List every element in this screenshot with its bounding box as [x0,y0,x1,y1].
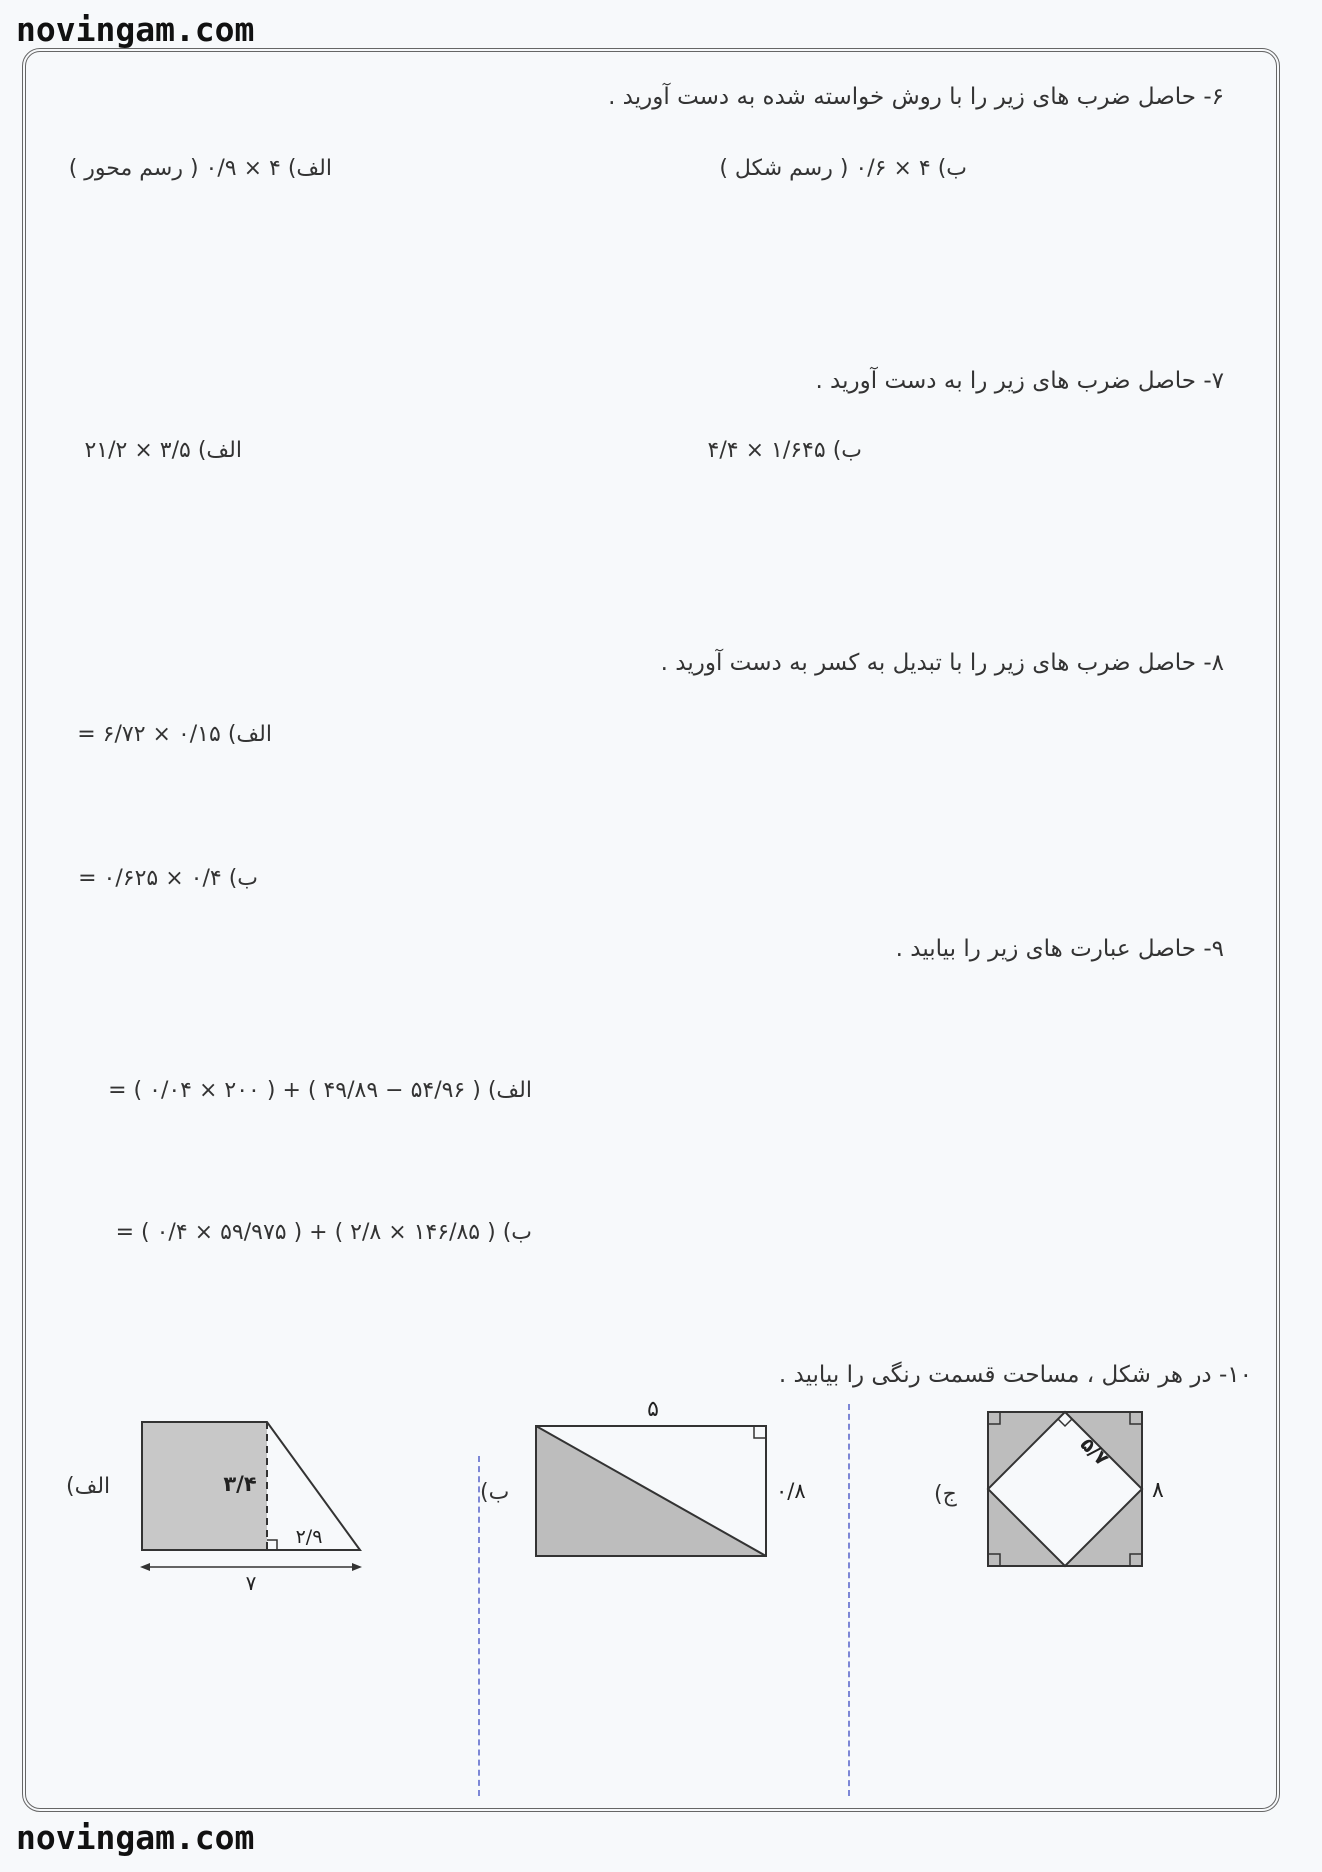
figure-b-height-label: ۰/۸ [776,1479,806,1503]
figure-b-width-label: ۵ [647,1397,659,1422]
figure-a-total-label: ۷ [245,1571,257,1590]
figure-divider-left [478,1456,480,1796]
question-8-title: ۸- حاصل ضرب های زیر را با تبدیل به کسر به دست آورید . [660,650,1224,676]
figure-b-rectangle [520,1390,850,1570]
question-9-part-b: ب) ( ۱۴۶/۸۵ × ۲/۸ ) + ( ۵۹/۹۷۵ × ۰/۴ ) = [115,1220,532,1245]
question-8-part-b: ب) ۰/۴ × ۰/۶۲۵ = [78,866,258,891]
question-7-part-a: الف) ۳/۵ × ۲۱/۲ [84,438,242,463]
question-10-title: ۱۰- در هر شکل ، مساحت قسمت رنگی را بیابید . [778,1362,1252,1388]
question-7-part-b: ب) ۱/۶۴۵ × ۴/۴ [707,438,862,463]
figure-a-label: الف) [66,1474,111,1499]
watermark-top: novingam.com [16,10,255,49]
question-6-title: ۶- حاصل ضرب های زیر را با روش خواسته شده به دست آورید . [608,84,1224,110]
figure-a-height-label: ۳/۴ [223,1472,257,1496]
figure-a-base-label: ۲/۹ [295,1526,323,1548]
question-6-part-a: الف) ۴ × ۰/۹ ( رسم محور ) [68,156,332,181]
figure-a-right-angle-mark [267,1540,277,1550]
figure-b-right-angle-mark [754,1426,766,1438]
figure-a-trapezoid [130,1410,370,1590]
question-9-title: ۹- حاصل عبارت های زیر را بیابید . [895,936,1224,962]
figure-c-label: ج) [934,1482,957,1507]
figure-c-side-label: ۸ [1152,1478,1164,1503]
figure-b-label: ب) [480,1480,510,1505]
question-7-title: ۷- حاصل ضرب های زیر را به دست آورید . [815,368,1224,394]
figure-a-arrowhead-right [352,1563,362,1571]
figure-c-square [980,1404,1200,1574]
question-6-part-b: ب) ۴ × ۰/۶ ( رسم شکل ) [719,156,967,181]
figure-c-inner-label: ۵/۷ [1075,1433,1113,1471]
question-9-part-a: الف) ( ۵۴/۹۶ − ۴۹/۸۹ ) + ( ۲۰۰ × ۰/۰۴ ) = [108,1078,532,1103]
watermark-bottom: novingam.com [16,1818,255,1857]
question-8-part-a: الف) ۰/۱۵ × ۶/۷۲ = [77,722,272,747]
figure-a-arrowhead-left [140,1563,150,1571]
